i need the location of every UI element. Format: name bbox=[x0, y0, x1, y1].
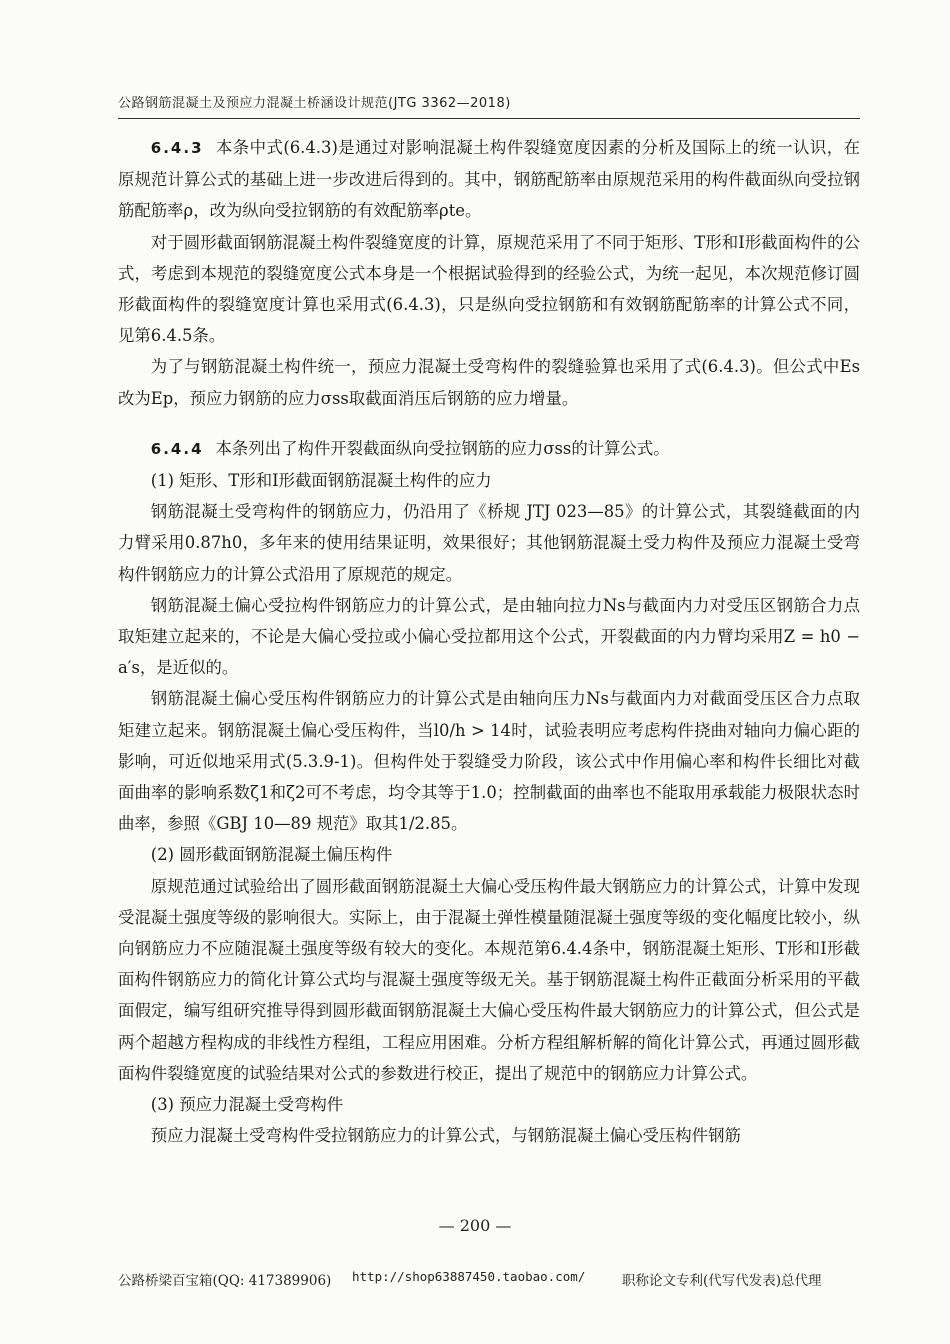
clause-number: 6.4.4 bbox=[150, 439, 204, 458]
document-body bbox=[118, 132, 860, 1152]
paragraph: 预应力混凝土受弯构件受拉钢筋应力的计算公式，与钢筋混凝土偏心受压构件钢筋 bbox=[150, 1126, 741, 1146]
subheading: (3) 预应力混凝土受弯构件 bbox=[150, 1095, 344, 1115]
footer-url: http://shop63887450.taobao.com/ bbox=[352, 1269, 586, 1284]
paragraph: 钢筋混凝土偏心受压构件钢筋应力的计算公式是由轴向压力Ns与截面内力对截面受压区合力点取矩建立起来。钢筋混凝土偏心受压构件，当l0/h > 14时，试验表明应考虑构件挠曲对轴向力偏心距的影响，可近似地采用式(5.3.9-1)。但构件处于裂缝受力阶段，该公式中作用偏心率和构件长细比对截面曲率的影响系数ζ1和ζ2可不考虑，均令其等于1.0；控制截面的曲率也不能取用承载能力极限状态时曲率，参照《GBJ 10—89 规范》取其1/2.85。 bbox=[118, 689, 860, 834]
subheading: (1) 矩形、T形和I形截面钢筋混凝土构件的应力 bbox=[150, 471, 492, 491]
subheading: (2) 圆形截面钢筋混凝土偏压构件 bbox=[150, 845, 393, 865]
footer-right: 职称论文专利(代写代发表)总代理 bbox=[622, 1273, 822, 1289]
paragraph: 钢筋混凝土偏心受拉构件钢筋应力的计算公式，是由轴向拉力Ns与截面内力对受压区钢筋合力点取矩建立起来的，不论是大偏心受拉或小偏心受拉都用这个公式，开裂截面的内力臂均采用Z = h0 − a′s，是近似的。 bbox=[118, 595, 860, 678]
clause-number: 6.4.3 bbox=[150, 139, 204, 157]
footer-left: 公路桥梁百宝箱(QQ: 417389906) bbox=[118, 1273, 332, 1289]
paragraph: 6.4.3 本条中式(6.4.3)是通过对影响混凝土构件裂缝宽度因素的分析及国际上的统一认识，在原规范计算公式的基础上进一步改进后得到的。其中，钢筋配筋率由原规范采用的构件截面纵向受拉钢筋配筋率ρ，改为纵向受拉钢筋的有效配筋率ρte。 bbox=[118, 138, 860, 221]
paragraph: 对于圆形截面钢筋混凝土构件裂缝宽度的计算，原规范采用了不同于矩形、T形和I形截面构件的公式，考虑到本规范的裂缝宽度公式本身是一个根据试验得到的经验公式，为统一起见，本次规范修订圆形截面构件的裂缝宽度计算也采用式(6.4.3)，只是纵向受拉钢筋和有效钢筋配筋率的计算公式不同，见第6.4.5条。 bbox=[118, 232, 860, 346]
page-number: — 200 — bbox=[438, 1216, 512, 1235]
paragraph: 为了与钢筋混凝土构件统一，预应力混凝土受弯构件的裂缝验算也采用了式(6.4.3)。但公式中Es改为Ep，预应力钢筋的应力σss取截面消压后钢筋的应力增量。 bbox=[118, 357, 860, 408]
running-header: 公路钢筋混凝土及预应力混凝土桥涵设计规范(JTG 3362—2018) bbox=[118, 96, 511, 111]
header-rule bbox=[118, 118, 860, 119]
paragraph: 钢筋混凝土受弯构件的钢筋应力，仍沿用了《桥规 JTJ 023—85》的计算公式，其裂缝截面的内力臂采用0.87h0，多年来的使用结果证明，效果很好；其他钢筋混凝土受力构件及预应力混凝土受弯构件钢筋应力的计算公式沿用了原规范的规定。 bbox=[118, 502, 860, 584]
paragraph: 原规范通过试验给出了圆形截面钢筋混凝土大偏心受压构件最大钢筋应力的计算公式，计算中发现受混凝土强度等级的影响很大。实际上，由于混凝土弹性模量随混凝土强度等级的变化幅度比较小，纵向钢筋应力不应随混凝土强度等级有较大的变化。本规范第6.4.4条中，钢筋混凝土矩形、T形和I形截面构件钢筋应力的简化计算公式均与混凝土强度等级无关。基于钢筋混凝土构件正截面分析采用的平截面假定，编写组研究推导得到圆形截面钢筋混凝土大偏心受压构件最大钢筋应力的计算公式，但公式是两个超越方程构成的非线性方程组，工程应用困难。分析方程组解析解的简化计算公式，再通过圆形截面构件裂缝宽度的试验结果对公式的参数进行校正，提出了规范中的钢筋应力计算公式。 bbox=[118, 876, 860, 1083]
paragraph: 6.4.4 本条列出了构件开裂截面纵向受拉钢筋的应力σss的计算公式。 bbox=[150, 438, 670, 458]
